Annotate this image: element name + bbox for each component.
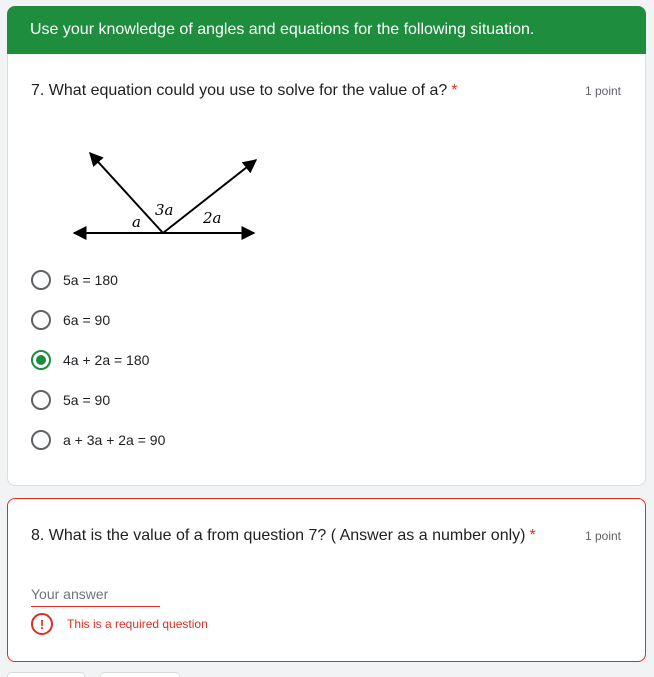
angle-label-2a: 2a bbox=[203, 209, 222, 227]
question-card-8 bbox=[7, 498, 646, 662]
angle-label-3a: 3a bbox=[155, 201, 174, 219]
angle-label-a: a bbox=[132, 213, 141, 231]
option-label: 6a = 90 bbox=[63, 312, 111, 328]
option-label: a + 3a + 2a = 90 bbox=[63, 432, 166, 448]
radio-button[interactable] bbox=[31, 310, 51, 330]
error-row bbox=[31, 613, 208, 635]
option-label: 5a = 180 bbox=[63, 272, 118, 288]
error-message: This is a required question bbox=[67, 617, 208, 631]
back-button-stub[interactable] bbox=[7, 672, 85, 677]
next-button-stub[interactable] bbox=[100, 672, 180, 677]
question-card-7 bbox=[7, 54, 646, 486]
radio-button[interactable] bbox=[31, 390, 51, 410]
radio-button[interactable] bbox=[31, 270, 51, 290]
question-title-text: 7. What equation could you use to solve for the value of a? bbox=[31, 82, 448, 99]
question-points: 1 point bbox=[584, 529, 621, 543]
question-title-text: 8. What is the value of a from question 7? ( Answer as a number only) bbox=[31, 527, 526, 544]
option-label: 4a + 2a = 180 bbox=[63, 352, 150, 368]
question-title bbox=[31, 527, 536, 545]
required-asterisk: * bbox=[529, 527, 536, 544]
option-4[interactable] bbox=[31, 388, 110, 412]
answer-input[interactable] bbox=[31, 583, 160, 607]
option-1[interactable] bbox=[31, 268, 118, 292]
angle-diagram bbox=[60, 144, 270, 254]
radio-button[interactable] bbox=[31, 430, 51, 450]
required-asterisk: * bbox=[451, 82, 458, 99]
section-header bbox=[7, 6, 646, 54]
radio-button-checked[interactable] bbox=[31, 350, 51, 370]
option-2[interactable] bbox=[31, 308, 110, 332]
option-3[interactable] bbox=[31, 348, 149, 372]
option-label: 5a = 90 bbox=[63, 392, 111, 408]
section-description: Use your knowledge of angles and equations for the following situation. bbox=[30, 21, 535, 38]
question-points: 1 point bbox=[584, 84, 621, 98]
option-5[interactable] bbox=[31, 428, 165, 452]
question-title bbox=[31, 82, 458, 100]
error-icon: ! bbox=[31, 613, 53, 635]
left-ray bbox=[90, 153, 163, 233]
